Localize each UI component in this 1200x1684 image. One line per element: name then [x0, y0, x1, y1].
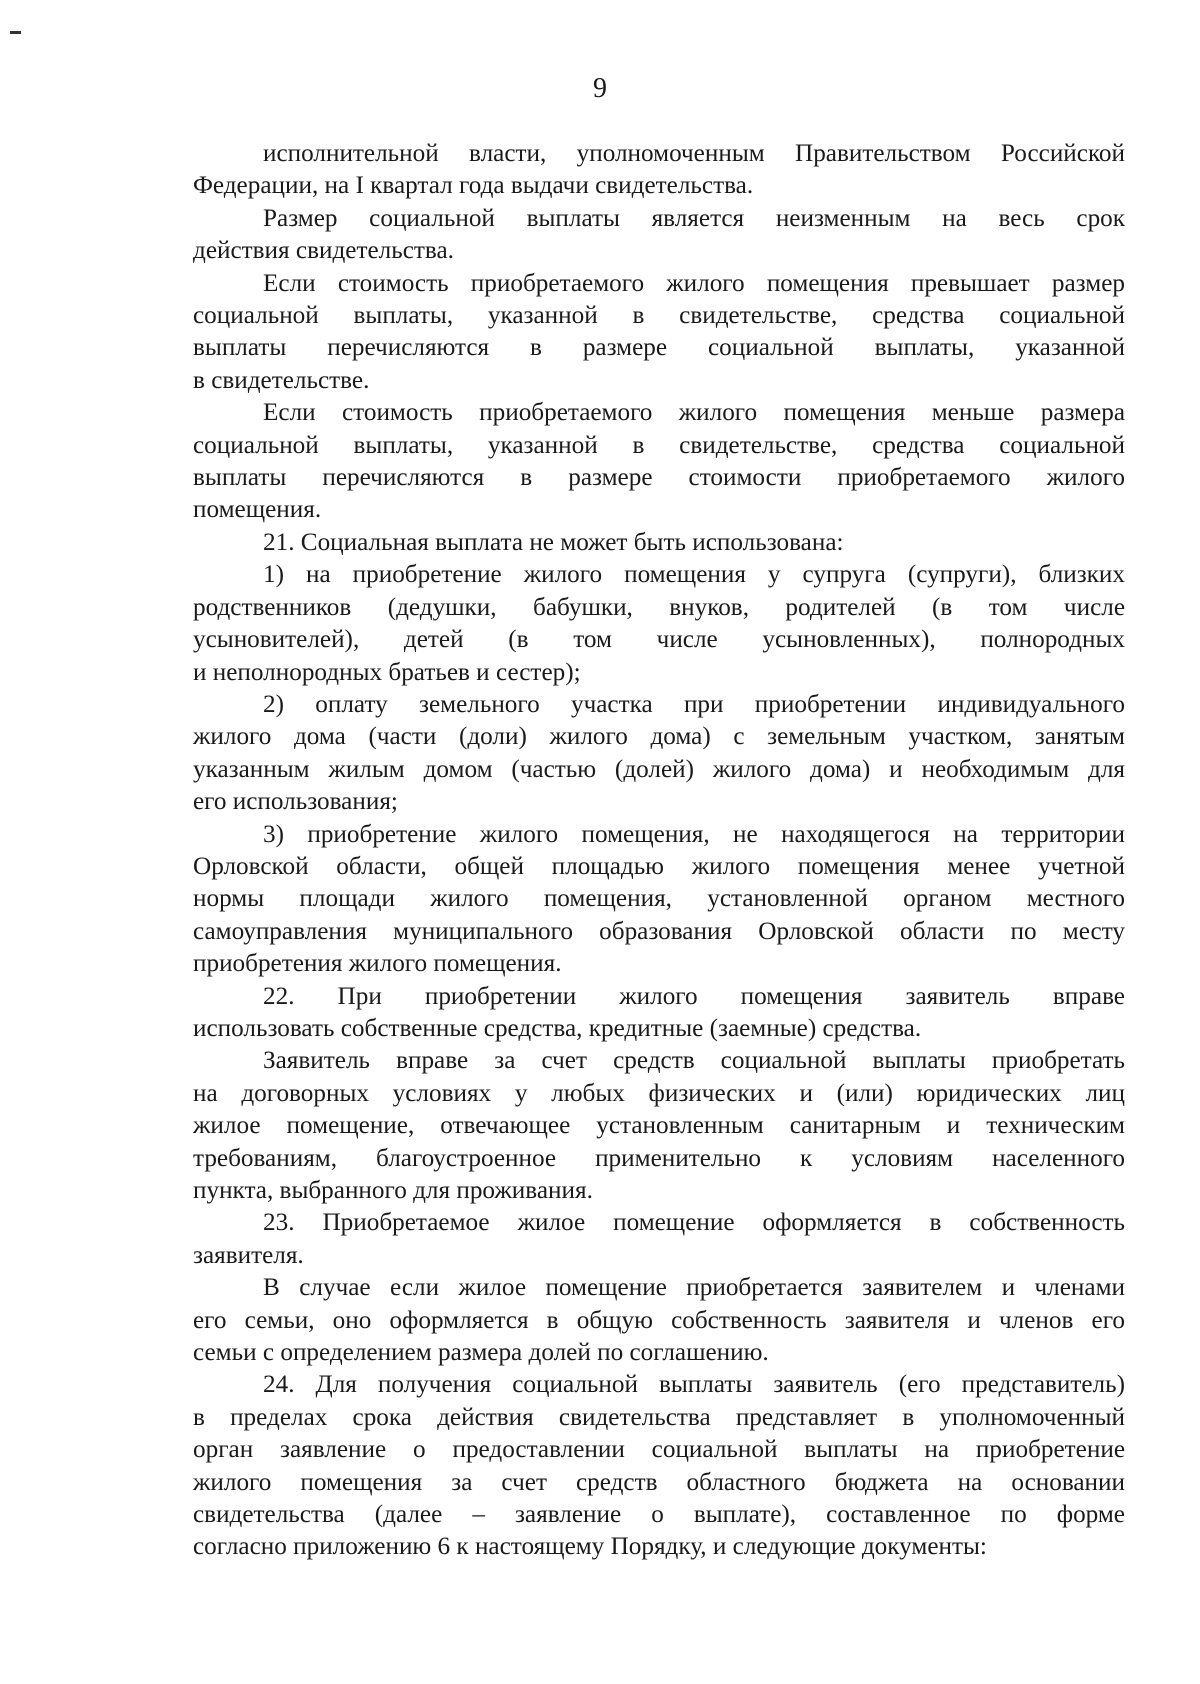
- text-line: требованиям, благоустроенное применительно к условиям населенного: [193, 1144, 1125, 1172]
- document-body: [193, 138, 1125, 1564]
- text-line: самоуправления муниципального образования Орловской области по месту: [193, 917, 1125, 945]
- text-line: его семьи, оно оформляется в общую собственность заявителя и членов его: [193, 1306, 1125, 1334]
- page-number: 9: [593, 73, 607, 104]
- text-line: помещения.: [193, 496, 322, 524]
- paragraph: [193, 1272, 1125, 1369]
- text-line: в пределах срока действия свидетельства представляет в уполномоченный: [193, 1403, 1125, 1431]
- text-line: социальной выплаты, указанной в свидетельстве, средства социальной: [193, 431, 1125, 459]
- paragraph: [193, 268, 1125, 398]
- text-line: социальной выплаты, указанной в свидетельстве, средства социальной: [193, 302, 1125, 330]
- text-line: Размер социальной выплаты является неизменным на весь срок: [263, 204, 1125, 232]
- text-line: действия свидетельства.: [193, 237, 454, 265]
- paragraph: [193, 819, 1125, 981]
- text-line: Заявитель вправе за счет средств социальной выплаты приобретать: [263, 1047, 1125, 1075]
- text-line: указанным жилым домом (частью (долей) жилого дома) и необходимым для: [193, 755, 1125, 783]
- paragraph: [193, 1207, 1125, 1272]
- text-line: заявителя.: [193, 1241, 304, 1269]
- text-line: 1) на приобретение жилого помещения у супруга (супруги), близких: [263, 561, 1125, 589]
- text-line: 22. При приобретении жилого помещения заявитель вправе: [263, 982, 1125, 1010]
- text-line: 23. Приобретаемое жилое помещение оформляется в собственность: [263, 1209, 1125, 1237]
- paragraph: [193, 559, 1125, 689]
- scan-corner-mark: [10, 31, 21, 34]
- paragraph: [193, 203, 1125, 268]
- paragraph: [193, 527, 1125, 559]
- paragraph: [193, 1045, 1125, 1207]
- text-line: 2) оплату земельного участка при приобретении индивидуального: [263, 690, 1125, 718]
- text-line: усыновителей), детей (в том числе усыновленных), полнородных: [193, 626, 1125, 654]
- text-line: в свидетельстве.: [193, 366, 370, 394]
- text-line: 21. Социальная выплата не может быть использована:: [263, 528, 844, 556]
- text-line: орган заявление о предоставлении социальной выплаты на приобретение: [193, 1436, 1125, 1464]
- text-line: выплаты перечисляются в размере стоимости приобретаемого жилого: [193, 464, 1125, 492]
- text-line: Орловской области, общей площадью жилого помещения менее учетной: [193, 852, 1125, 880]
- paragraph: [193, 138, 1125, 203]
- text-line: использовать собственные средства, кредитные (заемные) средства.: [193, 1014, 922, 1042]
- text-line: исполнительной власти, уполномоченным Правительством Российской: [263, 140, 1125, 167]
- text-line: 24. Для получения социальной выплаты заявитель (его представитель): [263, 1371, 1125, 1399]
- paragraph: [193, 689, 1125, 819]
- paragraph: [193, 1369, 1125, 1563]
- text-line: жилое помещение, отвечающее установленным санитарным и техническим: [193, 1112, 1125, 1140]
- text-line: родственников (дедушки, бабушки, внуков, родителей (в том числе: [193, 593, 1125, 621]
- paragraph: [193, 397, 1125, 527]
- text-line: нормы площади жилого помещения, установленной органом местного: [193, 885, 1125, 913]
- text-line: и неполнородных братьев и сестер);: [193, 658, 581, 686]
- text-line: согласно приложению 6 к настоящему Порядку, и следующие документы:: [193, 1533, 987, 1561]
- text-line: на договорных условиях у любых физических и (или) юридических лиц: [193, 1079, 1125, 1107]
- text-line: жилого помещения за счет средств областного бюджета на основании: [193, 1468, 1125, 1496]
- text-line: 3) приобретение жилого помещения, не находящегося на территории: [263, 820, 1125, 848]
- text-line: пункта, выбранного для проживания.: [193, 1177, 593, 1204]
- text-line: жилого дома (части (доли) жилого дома) с земельным участком, занятым: [193, 723, 1125, 751]
- text-line: Если стоимость приобретаемого жилого помещения меньше размера: [263, 399, 1125, 427]
- text-line: Если стоимость приобретаемого жилого помещения превышает размер: [263, 269, 1125, 297]
- paragraph: [193, 981, 1125, 1046]
- text-line: его использования;: [193, 788, 398, 816]
- text-line: приобретения жилого помещения.: [193, 950, 562, 978]
- text-line: выплаты перечисляются в размере социальной выплаты, указанной: [193, 334, 1125, 362]
- text-line: Федерации, на I квартал года выдачи свидетельства.: [193, 172, 754, 200]
- text-line: семьи с определением размера долей по соглашению.: [193, 1339, 769, 1367]
- text-line: свидетельства (далее – заявление о выплате), составленное по форме: [193, 1501, 1125, 1529]
- text-line: В случае если жилое помещение приобретается заявителем и членами: [263, 1274, 1125, 1302]
